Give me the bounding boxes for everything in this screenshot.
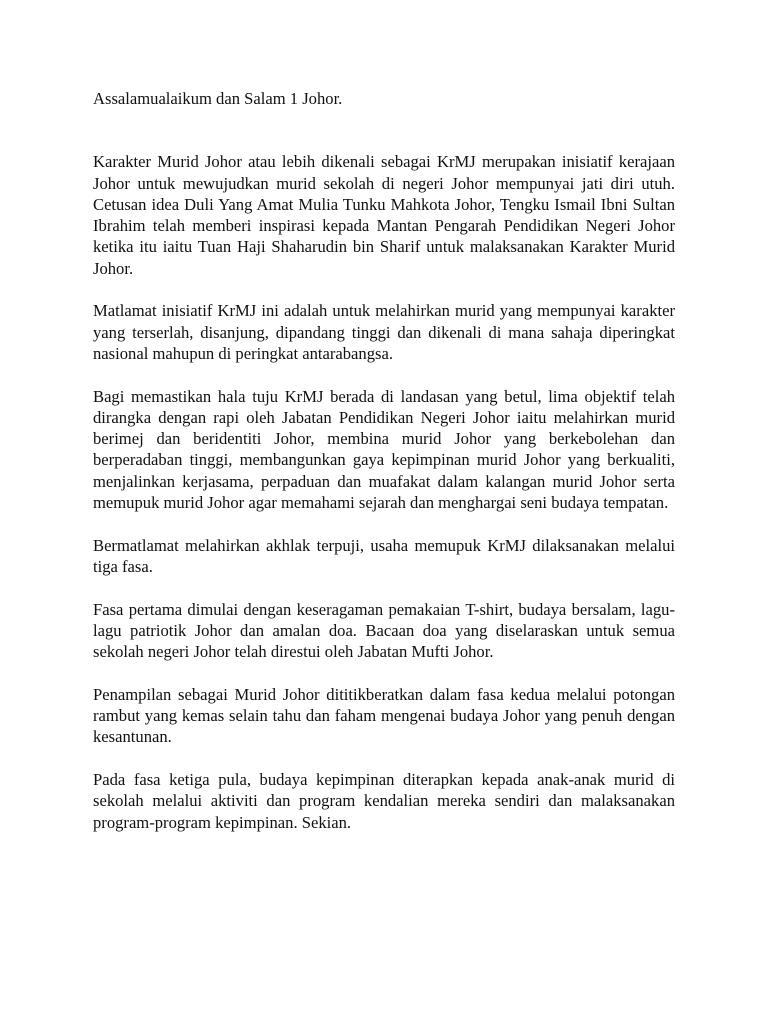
paragraph-phases-overview: Bermatlamat melahirkan akhlak terpuji, usaha memupuk KrMJ dilaksanakan melalui tiga fasa.: [93, 535, 675, 576]
greeting-line: Assalamualaikum dan Salam 1 Johor.: [93, 89, 343, 108]
paragraph-objectives: Bagi memastikan hala tuju KrMJ berada di landasan yang betul, lima objektif telah dirangka dengan rapi oleh Jabatan Pendidikan Negeri Johor iaitu melahirkan murid berimej dan beridentiti Johor, membina murid Johor yang berkebolehan dan berperadaban tinggi, membangunkan gaya kepimpinan murid Johor yang berkualiti, menjalinkan kerjasama, perpaduan dan muafakat dalam kalangan murid Johor serta memupuk murid Johor agar memahami sejarah dan menghargai seni budaya tempatan.: [93, 386, 675, 513]
document-page: [93, 88, 675, 854]
paragraph-phase-three: Pada fasa ketiga pula, budaya kepimpinan diterapkan kepada anak-anak murid di sekolah melalui aktiviti dan program kendalian mereka sendiri dan malaksanakan program-program kepimpinan. Sekian.: [93, 769, 675, 832]
paragraph-phase-one: Fasa pertama dimulai dengan keseragaman pemakaian T-shirt, budaya bersalam, lagu-lagu patriotik Johor dan amalan doa. Bacaan doa yang diselaraskan untuk semua sekolah negeri Johor telah direstui oleh Jabatan Mufti Johor.: [93, 599, 675, 662]
paragraph-phase-two: Penampilan sebagai Murid Johor dititikberatkan dalam fasa kedua melalui potongan rambut yang kemas selain tahu dan faham mengenai budaya Johor yang penuh dengan kesantunan.: [93, 684, 675, 747]
paragraph-goal: Matlamat inisiatif KrMJ ini adalah untuk melahirkan murid yang mempunyai karakter yang terserlah, disanjung, dipandang tinggi dan dikenali di mana sahaja diperingkat nasional mahupun di peringkat antarabangsa.: [93, 301, 675, 363]
paragraph-intro: Karakter Murid Johor atau lebih dikenali sebagai KrMJ merupakan inisiatif kerajaan Johor untuk mewujudkan murid sekolah di negeri Johor mempunyai jati diri utuh. Cetusan idea Duli Yang Amat Mulia Tunku Mahkota Johor, Tengku Ismail Ibni Sultan Ibrahim telah memberi inspirasi kepada Mantan Pengarah Pendidikan Negeri Johor ketika itu iaitu Tuan Haji Shaharudin bin Sharif untuk malaksanakan Karakter Murid Johor.: [93, 152, 675, 278]
